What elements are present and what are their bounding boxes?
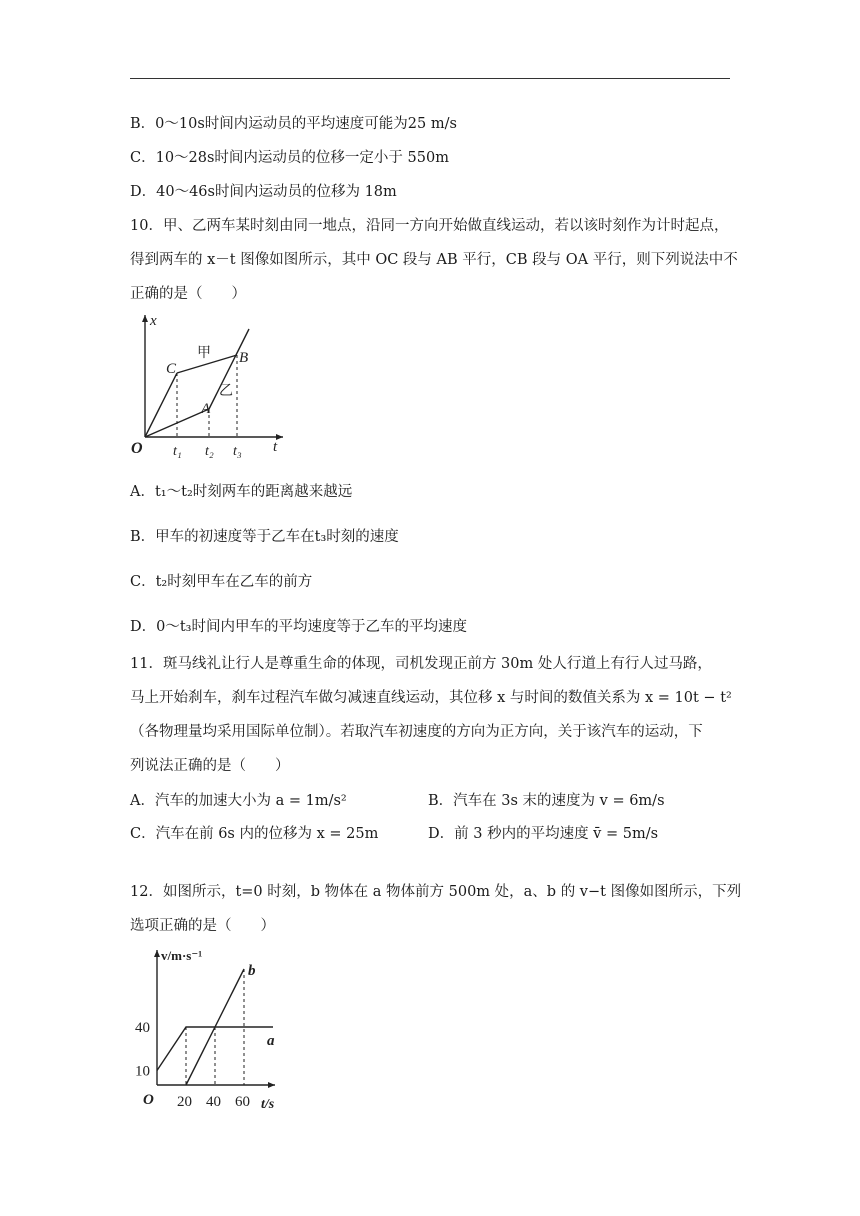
q11-stem-line4: 列说法正确的是（ ） (130, 758, 290, 774)
q12-x-tick-60: 60 (235, 1094, 250, 1110)
q12-series-b-label: b (248, 963, 256, 979)
q11-stem-line2: 马上开始刹车，刹车过程汽车做匀减速直线运动，其位移 x 与时间的数值关系为 x = 10t − t² (130, 690, 732, 706)
header-rule (130, 78, 730, 79)
q12-series-a-label: a (267, 1033, 275, 1049)
q9-option-d: D．40～46s时间内运动员的位移为 18m (130, 184, 397, 200)
q11-stem-line1: 11．斑马线礼让行人是尊重生命的体现，司机发现正前方 30m 处人行道上有行人过马路， (130, 656, 712, 672)
q11-option-c: C．汽车在前 6s 内的位移为 x = 25m (130, 826, 379, 842)
q9-option-b: B．0～10s时间内运动员的平均速度可能为25 m/s (130, 116, 457, 132)
q10-jia-label: 甲 (197, 346, 211, 361)
q10-x-label: x (150, 313, 157, 329)
q10-point-c-label: C (166, 361, 177, 377)
q12-origin-label: O (143, 1092, 154, 1108)
q10-tick-t2: t₂ (205, 444, 214, 459)
q12-stem-line1: 12．如图所示，t=0 时刻，b 物体在 a 物体前方 500m 处，a、b 的 v−t 图像如图所示，下列 (130, 884, 742, 900)
q12-x-tick-40: 40 (206, 1094, 221, 1110)
q10-stem-line2: 得到两车的 x－t 图像如图所示，其中 OC 段与 AB 平行，CB 段与 OA 平行，则下列说法中不 (130, 252, 738, 268)
q10-point-b-label: B (239, 350, 249, 366)
q10-point-a-label: A (201, 401, 211, 417)
q10-t-label: t (273, 439, 278, 455)
q9-option-c: C．10～28s时间内运动员的位移一定小于 550m (130, 150, 449, 166)
q10-tick-t1: t₁ (173, 444, 182, 459)
q10-tick-t3: t₃ (233, 444, 242, 459)
q10-option-a: A．t₁～t₂时刻两车的距离越来越远 (130, 484, 353, 500)
q11-stem-line3: （各物理量均采用国际单位制）。若取汽车初速度的方向为正方向，关于该汽车的运动，下 (130, 724, 703, 740)
q10-xt-graph (125, 305, 295, 460)
q10-option-b: B．甲车的初速度等于乙车在t₃时刻的速度 (130, 529, 399, 545)
q12-vt-graph (125, 940, 290, 1115)
q10-stem-line1: 10．甲、乙两车某时刻由同一地点，沿同一方向开始做直线运动，若以该时刻作为计时起点， (130, 218, 729, 234)
q10-origin-label: O (131, 440, 143, 457)
q10-stem-line3: 正确的是（ ） (130, 286, 246, 302)
q10-yi-label: 乙 (219, 384, 233, 399)
q10-option-d: D．0～t₃时间内甲车的平均速度等于乙车的平均速度 (130, 619, 467, 635)
q11-option-d: D．前 3 秒内的平均速度 v̄ = 5m/s (428, 826, 659, 842)
q12-y-tick-10: 10 (135, 1063, 150, 1080)
q12-x-axis-label: t/s (261, 1097, 275, 1112)
q10-segment-oc (145, 373, 177, 437)
q10-option-c: C．t₂时刻甲车在乙车的前方 (130, 574, 313, 590)
q12-x-tick-20: 20 (177, 1094, 192, 1110)
q12-stem-line2: 选项正确的是（ ） (130, 918, 275, 934)
q11-option-a: A．汽车的加速大小为 a = 1m/s² (130, 793, 347, 809)
q12-y-tick-40: 40 (135, 1020, 150, 1036)
q12-y-axis-label: v/m·s⁻¹ (161, 948, 203, 963)
q11-option-b: B．汽车在 3s 末的速度为 v = 6m/s (428, 793, 665, 809)
